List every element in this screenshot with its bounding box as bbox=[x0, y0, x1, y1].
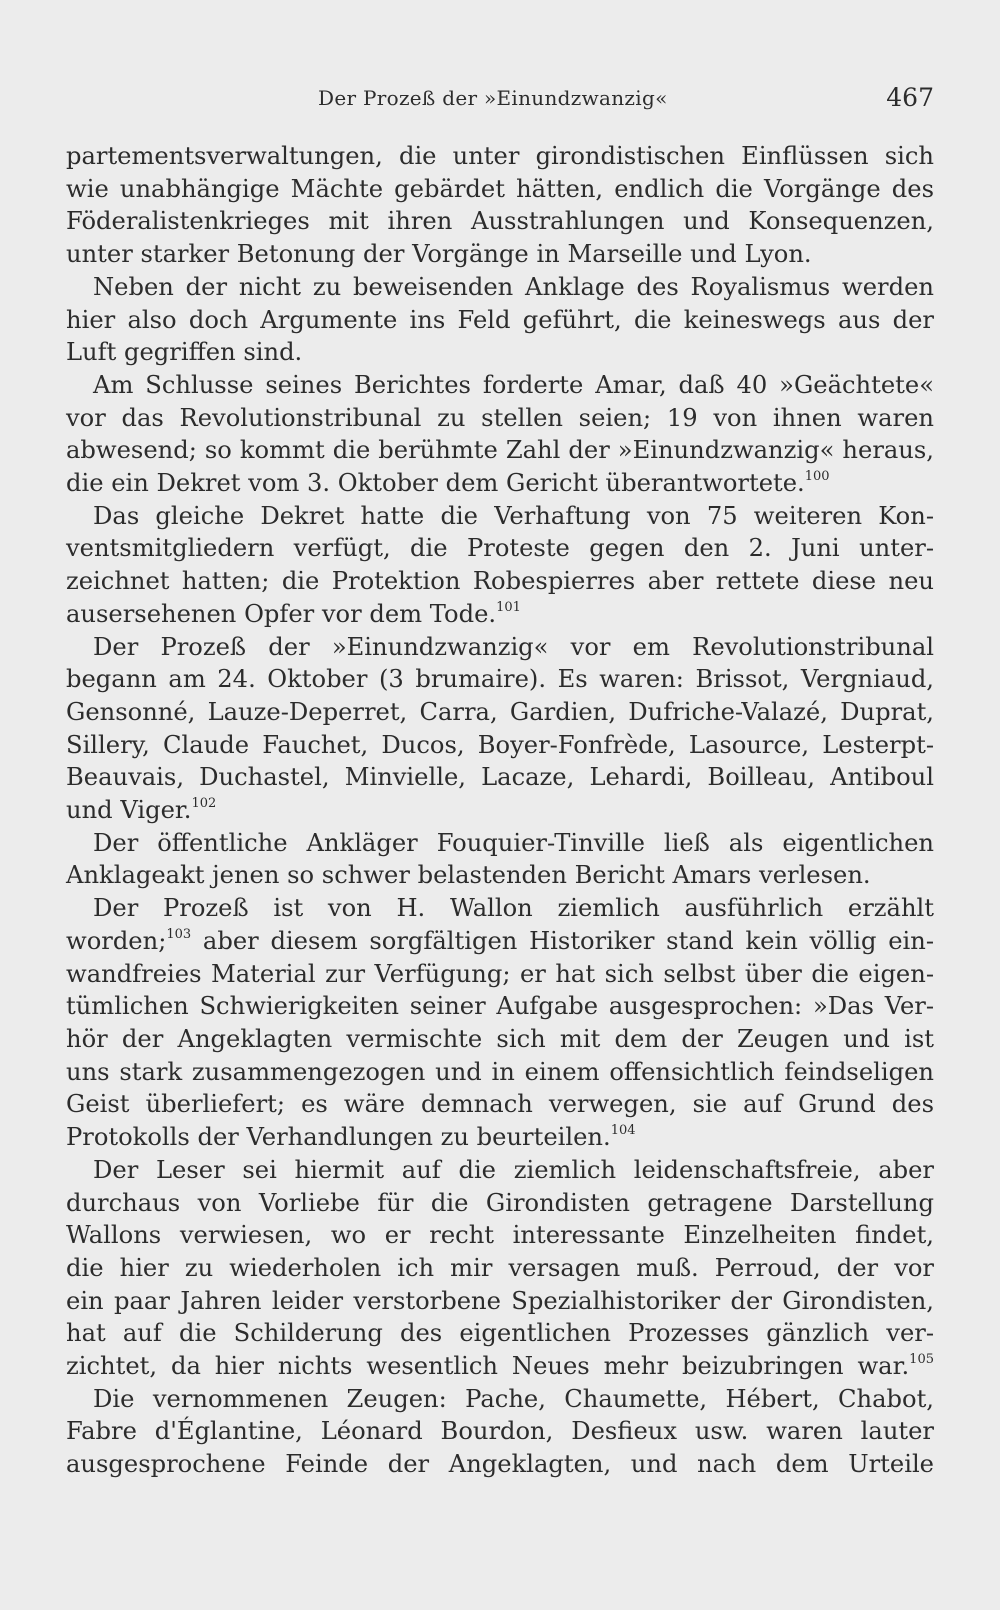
text-line-content: Am Schlusse seines Berichtes forderte Amar, daß 40 »Geächtete« bbox=[93, 370, 934, 399]
footnote-marker: 100 bbox=[804, 469, 830, 485]
text-line-content: Protokolls der Verhandlungen zu beurteilen. bbox=[66, 1123, 611, 1152]
text-line-content: worden; bbox=[66, 926, 167, 955]
text-line bbox=[66, 1350, 934, 1383]
footnote-marker: 101 bbox=[496, 599, 521, 615]
text-line bbox=[66, 1219, 934, 1252]
text-line bbox=[66, 304, 934, 337]
text-line-content: ausersehenen Opfer vor dem Tode. bbox=[66, 599, 497, 628]
text-line bbox=[66, 369, 934, 402]
text-line-content: unter starker Betonung der Vorgänge in Marseille und Lyon. bbox=[66, 240, 812, 269]
text-line bbox=[66, 140, 934, 173]
page-header bbox=[66, 80, 934, 120]
text-line bbox=[66, 990, 934, 1023]
text-line bbox=[66, 205, 934, 238]
text-line-content: Der öffentliche Ankläger Fouquier-Tinville ließ als eigentlichen bbox=[93, 828, 934, 857]
text-line bbox=[66, 173, 934, 206]
text-line-content: Wallons verwiesen, wo er recht interessante Einzelheiten findet, bbox=[66, 1221, 934, 1250]
text-line bbox=[66, 1383, 934, 1416]
text-line bbox=[66, 565, 934, 598]
text-line-content: ausgesprochene Feinde der Angeklagten, und nach dem Urteile bbox=[66, 1450, 934, 1479]
text-line bbox=[66, 598, 934, 631]
text-line-content: hör der Angeklagten vermischte sich mit dem der Zeugen und ist bbox=[66, 1024, 934, 1053]
text-line-content: die hier zu wiederholen ich mir versagen muß. Perroud, der vor bbox=[66, 1253, 934, 1282]
text-line-content: Geist überliefert; es wäre demnach verwegen, sie auf Grund des bbox=[66, 1090, 934, 1119]
text-line-content: Das gleiche Dekret hatte die Verhaftung von 75 weiteren Kon- bbox=[93, 501, 934, 530]
footnote-marker: 104 bbox=[610, 1123, 636, 1139]
text-line bbox=[66, 1088, 934, 1121]
text-line-content: wie unabhängige Mächte gebärdet hätten, endlich die Vorgänge des bbox=[66, 174, 934, 203]
text-line-content: Föderalistenkrieges mit ihren Ausstrahlungen und Konsequenzen, bbox=[66, 207, 934, 236]
footnote-marker: 105 bbox=[909, 1352, 934, 1368]
text-line bbox=[66, 1285, 934, 1318]
text-line-content: durchaus von Vorliebe für die Girondisten getragene Darstellung bbox=[66, 1188, 934, 1217]
text-line-content: tümlichen Schwierigkeiten seiner Aufgabe ausgesprochen: »Das Ver- bbox=[66, 992, 934, 1021]
text-line bbox=[66, 761, 934, 794]
text-line bbox=[66, 958, 934, 991]
text-line-content: hat auf die Schilderung des eigentlichen Prozesses gänzlich ver- bbox=[66, 1319, 934, 1348]
text-line-content: abwesend; so kommt die berühmte Zahl der »Einundzwanzig« heraus, bbox=[66, 436, 934, 465]
text-line-content: begann am 24. Oktober (3 brumaire). Es waren: Brissot, Vergniaud, bbox=[66, 665, 934, 694]
text-line-content: Gensonné, Lauze-Deperret, Carra, Gardien, Dufriche-Valazé, Duprat, bbox=[66, 697, 934, 726]
text-line-content: Der Prozeß ist von H. Wallon ziemlich ausführlich erzählt bbox=[93, 894, 934, 923]
text-line-content: Der Leser sei hiermit auf die ziemlich leidenschaftsfreie, aber bbox=[93, 1155, 934, 1184]
text-line-content: und Viger. bbox=[66, 796, 192, 825]
text-line-content: Fabre d'Églantine, Léonard Bourdon, Desfieux usw. waren lauter bbox=[66, 1417, 934, 1446]
text-line-content: zichtet, da hier nichts wesentlich Neues mehr beizubringen war. bbox=[66, 1352, 910, 1381]
text-line-content: zeichnet hatten; die Protektion Robespierres aber rettete diese neu bbox=[66, 567, 934, 596]
text-line bbox=[66, 663, 934, 696]
text-line-content: ventsmitgliedern verfügt, die Proteste gegen den 2. Juni unter- bbox=[66, 534, 934, 563]
text-line-content: Neben der nicht zu beweisenden Anklage des Royalismus werden bbox=[93, 272, 934, 301]
footnote-marker: 103 bbox=[166, 926, 192, 942]
text-line bbox=[66, 794, 934, 827]
text-line-content: Beauvais, Duchastel, Minvielle, Lacaze, Lehardi, Boilleau, Antiboul bbox=[66, 763, 934, 792]
text-line bbox=[66, 238, 934, 271]
text-line bbox=[66, 729, 934, 762]
text-line bbox=[66, 1317, 934, 1350]
text-line bbox=[66, 1121, 934, 1154]
text-line-content: Anklageakt jenen so schwer belastenden Bericht Amars verlesen. bbox=[66, 861, 871, 890]
text-line bbox=[66, 1415, 934, 1448]
text-line-content: ein paar Jahren leider verstorbene Spezialhistoriker der Girondisten, bbox=[66, 1286, 934, 1315]
text-line bbox=[66, 336, 934, 369]
text-line bbox=[66, 925, 934, 958]
footnote-marker: 102 bbox=[191, 796, 217, 812]
text-line bbox=[66, 1187, 934, 1220]
text-line bbox=[66, 1252, 934, 1285]
text-line bbox=[66, 1023, 934, 1056]
text-line-content: partementsverwaltungen, die unter girondistischen Einflüssen sich bbox=[66, 142, 934, 170]
text-line bbox=[66, 827, 934, 860]
page-number: 467 bbox=[886, 83, 934, 112]
text-line bbox=[66, 402, 934, 435]
text-line bbox=[66, 859, 934, 892]
text-line-content: Luft gegriffen sind. bbox=[66, 338, 303, 367]
text-line bbox=[66, 271, 934, 304]
running-head: Der Prozeß der »Einundzwanzig« bbox=[318, 86, 668, 110]
text-line-content: Der Prozeß der »Einundzwanzig« vor em Revolutionstribunal bbox=[93, 632, 934, 661]
text-line-content: Die vernommenen Zeugen: Pache, Chaumette, Hébert, Chabot, bbox=[93, 1384, 934, 1413]
text-line bbox=[66, 696, 934, 729]
text-line bbox=[66, 500, 934, 533]
text-line bbox=[66, 1056, 934, 1089]
text-line-content: Sillery, Claude Fauchet, Ducos, Boyer-Fonfrède, Lasource, Lesterpt- bbox=[66, 730, 934, 759]
text-line-content: uns stark zusammengezogen und in einem offensichtlich feindseligen bbox=[66, 1057, 934, 1086]
text-line bbox=[66, 1448, 934, 1481]
text-line bbox=[66, 467, 934, 500]
body-text bbox=[66, 140, 934, 1481]
text-line bbox=[66, 631, 934, 664]
text-line bbox=[66, 532, 934, 565]
text-line-content: die ein Dekret vom 3. Oktober dem Gericht überantwortete. bbox=[66, 469, 805, 498]
text-line bbox=[66, 434, 934, 467]
text-line-continuation: aber diesem sorgfältigen Historiker stand kein völlig ein- bbox=[191, 926, 934, 955]
text-line-content: hier also doch Argumente ins Feld geführt, die keineswegs aus der bbox=[66, 305, 934, 334]
text-line-content: wandfreies Material zur Verfügung; er hat sich selbst über die eigen- bbox=[66, 959, 934, 988]
text-line bbox=[66, 892, 934, 925]
text-line bbox=[66, 1154, 934, 1187]
text-line-content: vor das Revolutionstribunal zu stellen seien; 19 von ihnen waren bbox=[66, 403, 934, 432]
